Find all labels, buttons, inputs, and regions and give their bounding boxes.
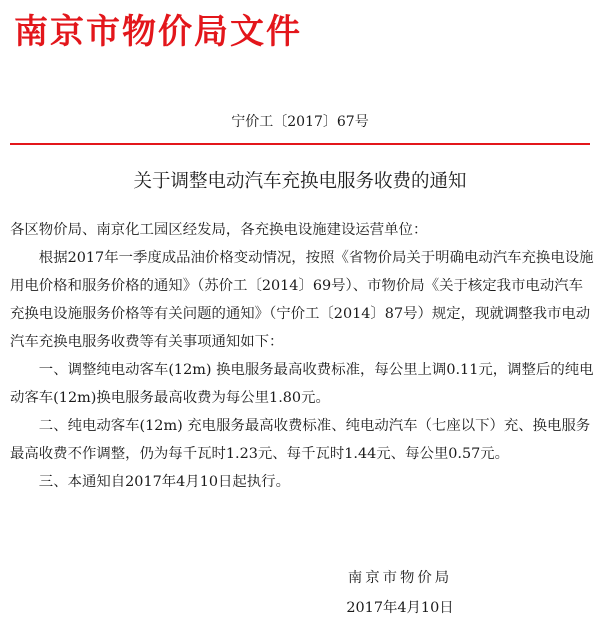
signature-date: 2017年4月10日 [346,600,454,616]
agency-masthead: 南京市物价局文件 [14,12,302,52]
signature-organization: 南京市物价局 [347,570,453,586]
paragraph-basis: 根据2017年一季度成品油价格变动情况，按照《省物价局关于明确电动汽车充换电设施用电价格和服务价格的通知》（苏价工〔2014〕69号）、市物价局《关于核定我市电动汽车充换电设施服务价格等有关问题的通知》（宁价工〔2014〕87号）规定，现就调整我市电动汽车充换电服务收费等有关事项通知如下： [10,250,594,350]
notice-body [10,216,596,496]
document-number: 宁价工〔2017〕67号 [231,114,369,130]
salutation: 各区物价局、南京化工园区经发局，各充换电设施建设运营单位： [10,222,428,238]
red-divider-line [10,143,590,145]
paragraph-item-two: 二、纯电动客车(12m) 充电服务最高收费标准、纯电动汽车（七座以下）充、换电服务最高收费不作调整，仍为每千瓦时1.23元、每千瓦时1.44元、每公里0.57元。 [10,418,591,462]
paragraph-item-three: 三、本通知自2017年4月10日起执行。 [38,474,290,490]
paragraph-item-one: 一、调整纯电动客车(12m) 换电服务最高收费标准，每公里上调0.11元，调整后的纯电动客车(12m)换电服务最高收费为每公里1.80元。 [10,362,594,406]
notice-title: 关于调整电动汽车充换电服务收费的通知 [133,171,467,192]
